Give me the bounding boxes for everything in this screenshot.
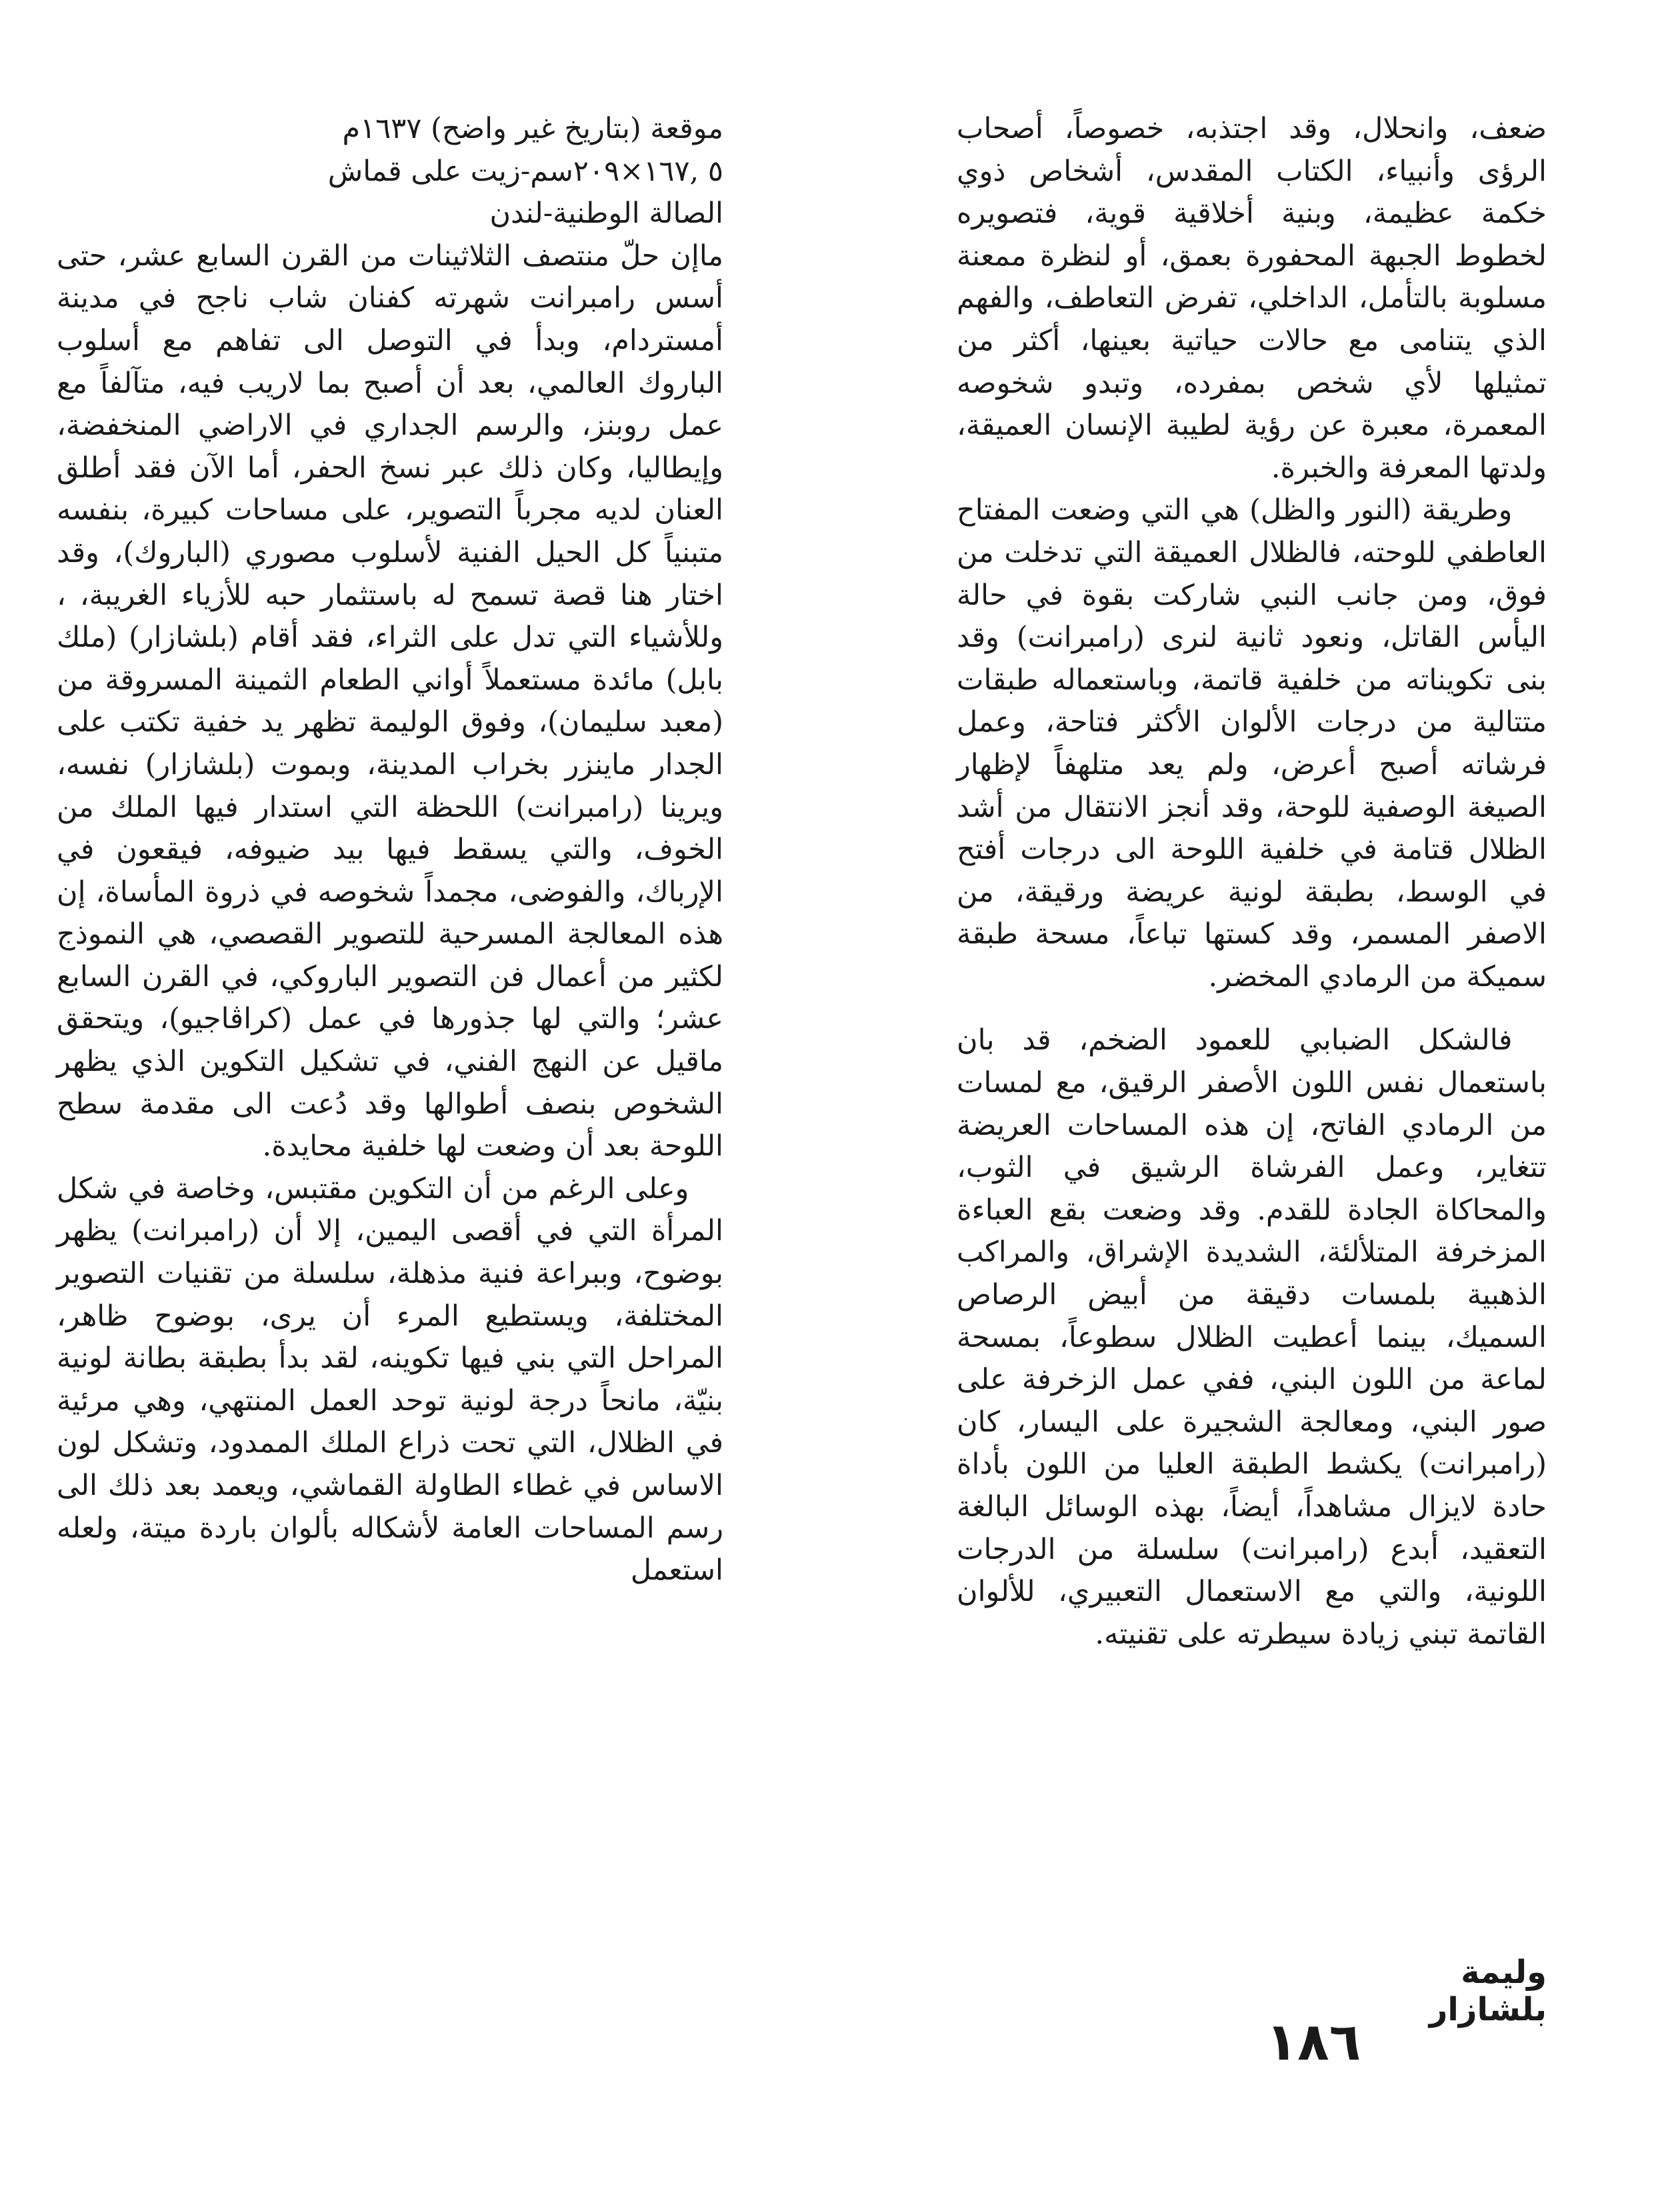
paragraph: ضعف، وانحلال، وقد اجتذبه، خصوصاً، أصحاب الرؤى وأنبياء، الكتاب المقدس، أشخاص ذوي خكمة عظيمة، وبنية أخلاقية قوية، فتصويره لخطوط الجبهة المحفورة بعمق، أو لنظرة ممعنة مسلوبة بالتأمل، الداخلي، تفرض التعاطف، والفهم الذي يتنامى مع حالات حياتية بعينها، أكثر من تمثيلها لأي شخص بمفرده، وتبدو شخوصه المعمرة، معبرة عن رؤية لطيبة الإنسان العميقة، ولدتها المعرفة والخبرة. [957, 112, 1547, 485]
caption-dimensions: ٥ ,١٦٧×٢٠٩سم-زيت على قماش [327, 154, 723, 188]
paragraph: وعلى الرغم من أن التكوين مقتبس، وخاصة في شكل المرأة التي في أقصى اليمين، إلا أن (رامبرانت) يظهر بوضوح، وببراعة فنية مذهلة، سلسلة من تقنيات التصوير المختلفة، ويستطيع المرء أن يرى، بوضوح ظاهر، المراحل التي بني فيها تكوينه، لقد بدأ بطبقة بطانة لونية بنيّة، مانحاً درجة لونية توحد العمل المنتهي، وهي مرئية في الظلال، التي تحت ذراع الملك الممدود، وتشكل لون الاساس في غطاء الطاولة القماشي، ويعمد بعد ذلك الى رسم المساحات العامة لأشكاله بألوان باردة ميتة، ولعله استعمل [57, 1172, 723, 1588]
page-number: ١٨٦ [1265, 2012, 1361, 2072]
caption-date: موقعة (بتاريخ غير واضح) ١٦٣٧م [342, 112, 723, 145]
paragraph: وطريقة (النور والظل) هي التي وضعت المفتاح العاطفي للوحته، فالظلال العميقة التي تدخلت من فوق، ومن جانب النبي شاركت بقوة في حالة اليأس القاتل، ونعود ثانية لنرى (رامبرانت) وقد بنى تكويناته من خلفية قاتمة، وباستعماله طبقات متتالية من درجات الألوان الأكثر فتاحة، وعمل فرشاته أصبح أعرض، ولم يعد متلهفاً لإظهار الصيغة الوصفية للوحة، وقد أنجز الانتقال من أشد الظلال قتامة في خلفية اللوحة الى درجات أفتح في الوسط، بطبقة لونية عريضة ورقيقة، من الاصفر المسمر، وقد كستها تباعاً، مسحة طبقة سميكة من الرمادي المخضر. [957, 493, 1547, 993]
paragraph: فالشكل الضبابي للعمود الضخم، قد بان باستعمال نفس اللون الأصفر الرقيق، مع لمسات من الرمادي الفاتح، إن هذه المساحات العريضة تتغاير، وعمل الفرشاة الرشيق في الثوب، والمحاكاة الجادة للقدم. وقد وضعت بقع العباءة المزخرفة المتلألئة، الشديدة الإشراق، والمراكب الذهبية بلمسات دقيقة من أبيض الرصاص السميك، بينما أعطيت الظلال سطوعاً، بمسحة لماعة من اللون البني، ففي عمل الزخرفة على صور البني، ومعالجة الشجيرة على اليسار، كان (رامبرانت) يكشط الطبقة العليا من اللون بأداة حادة لايزال مشاهداً، أيضاً، بهذه الوسائل البالغة التعقيد، أبدع (رامبرانت) سلسلة من الدرجات اللونية، والتي مع الاستعمال التعبيري، للألوان القاتمة تبني زيادة سيطرته على تقنيته. [957, 1023, 1547, 1651]
left-text-column [57, 108, 723, 1592]
caption-location: الصالة الوطنية-لندن [489, 197, 723, 231]
paragraph-gap [957, 998, 1547, 1019]
section-title: وليمة بلشازار [1429, 1954, 1547, 2028]
paragraph: ماإن حلّ منتصف الثلاثينات من القرن السابع عشر، حتى أسس رامبرانت شهرته كفنان شاب ناجح في مدينة أمستردام، وبدأ في التوصل الى تفاهم مع أسلوب الباروك العالمي، بعد أن أصبح بما لاريب فيه، متآلفاً مع عمل روبنز، والرسم الجداري في الاراضي المنخفضة، وإيطاليا، وكان ذلك عبر نسخ الحفر، أما الآن فقد أطلق العنان لديه مجرباً التصوير، على مساحات كبيرة، بنفسه متبنياً كل الحيل الفنية لأسلوب مصوري (الباروك)، وقد اختار هنا قصة تسمح له باستثمار حبه للأزياء الغريبة، ، وللأشياء التي تدل على الثراء، فقد أقام (بلشازار) (ملك بابل) مائدة مستعملاً أواني الطعام الثمينة المسروقة من (معبد سليمان)، وفوق الوليمة تظهر يد خفية تكتب على الجدار ماينزر بخراب المدينة، وبموت (بلشازار) نفسه، ويرينا (رامبرانت) اللحظة التي استدار فيها الملك من الخوف، والتي يسقط فيها بيد ضيوفه، فيقعون في الإرباك، والفوضى، مجمداً شخوصه في ذروة المأساة، إن هذه المعالجة المسرحية للتصوير القصصي، هي النموذج لكثير من أعمال فن التصوير الباروكي، في القرن السابع عشر؛ والتي لها جذورها في عمل (كراڤاجيو)، ويتحقق ماقيل عن النهج الفني، في تشكيل التكوين الذي يظهر الشخوص بنصف أطوالها وقد دُعت الى مقدمة سطح اللوحة بعد أن وضعت لها خلفية محايدة. [57, 239, 723, 1164]
right-text-column [957, 108, 1547, 1656]
book-page [47, 107, 1547, 2094]
painting-caption [57, 108, 723, 235]
